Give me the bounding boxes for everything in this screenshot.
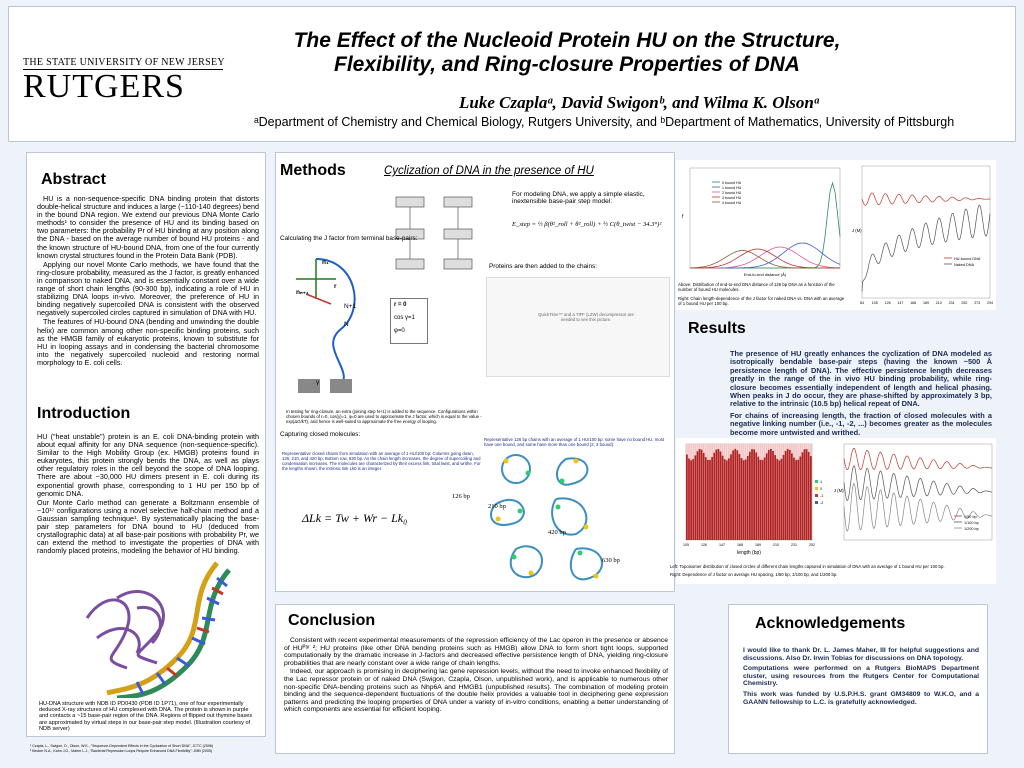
base-pair-step-diagram <box>386 189 506 279</box>
topoisomer-bar-upper <box>762 444 764 460</box>
topoisomer-bar-lower <box>764 457 766 540</box>
conclusion-paragraph: Consistent with recent experimental measurements of the repression efficiency of the Lac operon in the presence or absence of HUᴾᵃʳ ²; HU proteins (like other DNA bending proteins such as HMGB) allow DNA to form short tight loops, supported computationally by the dramatic increase in J-factors and decreased effective persistence length of DNA, yielding ring-closure probabilities that are nearly constant over a wide range of chain lengths. <box>284 637 668 667</box>
energy-equation: E_step = ½ β(θ²_roll + θ²_roll) + ½ C(θ_twist − 34.3°)² <box>512 221 662 228</box>
x-tick-label: 252 <box>809 543 815 547</box>
jlength-caption: Right: Chain length-dependence of the J factor for naked DNA vs. DNA with an average of 1 bound HU per 100 bp. <box>678 296 845 306</box>
topoisomer-bar-lower <box>791 453 793 540</box>
legend-swatch <box>815 487 818 490</box>
topoisomer-bar-lower <box>766 453 768 540</box>
legend-label: 1/200 bp <box>964 527 979 531</box>
x-tick-label: 168 <box>737 543 743 547</box>
ring-closure-diagram <box>286 249 376 419</box>
abstract-heading: Abstract <box>41 171 106 188</box>
x-tick-label: 168 <box>910 301 917 305</box>
legend-label: 1/100 bp <box>964 521 979 525</box>
x-tick-label: 189 <box>923 301 929 305</box>
topoisomer-bar-upper <box>709 444 711 460</box>
node-label-nn1: nₙ₊₁ <box>296 289 309 296</box>
topoisomer-bar-lower <box>799 456 801 540</box>
results-paragraph: For chains of increasing length, the fraction of closed molecules with a negative linking number (i.e., -1, -2, ...) becomes greater as the molecules become more untwisted and writhed. <box>730 410 992 437</box>
abstract-paragraph: Applying our novel Monte Carlo methods, we have found that the ring-closure probability, measured as the J factor, is greatly enhanced in comparison to naked DNA, and is essentially constant over a wide range of short chain lengths (90-300 bp), indicating a role of HU in stabilizing DNA loops in-vivo. Moreover, the preference of HU in binding negatively supercoiled DNA is consistent with the observed negatively supercoiled circles captured in simulation of DNA with HU. <box>37 259 259 318</box>
topoisomer-bar-lower <box>770 449 772 540</box>
topoisomer-bar-upper <box>743 444 745 460</box>
topoisomer-bar-lower <box>741 458 743 540</box>
topoisomer-bar-upper <box>726 444 728 460</box>
topoisomer-bar-upper <box>781 444 783 459</box>
topoisomer-bar-lower <box>749 452 751 540</box>
topoisomer-bar-lower <box>751 449 753 540</box>
topoisomer-bar-upper <box>749 444 751 452</box>
legend-label: Naked DNA <box>954 263 975 267</box>
topoisomer-bar-upper <box>778 444 780 460</box>
topoisomer-bar-lower <box>697 451 699 540</box>
condition-cos: cos γ=1 <box>394 315 415 321</box>
capturing-label: Capturing closed molecules: <box>280 431 361 438</box>
topoisomer-bar-upper <box>739 444 741 454</box>
topoisomer-bar-lower <box>686 455 688 540</box>
topoisomer-bar-lower <box>703 453 705 540</box>
topoisomer-bar-upper <box>774 444 776 455</box>
topoisomer-bar-upper <box>804 444 806 449</box>
topoisomer-caption: Left: Topoisomer distribution of closed circles of different chain lengths captured in simulation of DNA with an average of 1 bound HU per 100 bp. <box>670 564 945 569</box>
reference-item: ¹ Czapla, L., Swigon, D., Olson, W.K., "Sequence-Dependent Effects in the Cyclization of Short DNA", JCTC (2006) <box>30 744 214 748</box>
acknowledgement-paragraph: This work was funded by U.S.P.H.S. grant GM34809 to W.K.O, and a GAANN fellowship to L.C. is gratefully acknowledged. <box>743 690 979 706</box>
topoisomer-bar-lower <box>787 449 789 540</box>
top-right-figures <box>676 160 996 310</box>
abstract-paragraph: The features of HU-bound DNA (bending and unwinding the double helix) are common among other non-specific binding proteins, such as the HMGB family of eukaryotic proteins, known to substitute for HU in looping assays and in condensing the bacterial chromosome into the negatively supercoiled nucleoid and restoring normal morphology to E. coli cells. <box>37 317 259 367</box>
topoisomer-bar-lower <box>781 459 783 540</box>
topoisomer-bar-upper <box>789 444 791 450</box>
topoisomer-bar-upper <box>783 444 785 455</box>
topoisomer-bar-lower <box>778 460 780 540</box>
topoisomer-bar-lower <box>753 449 755 540</box>
topoisomer-bar-lower <box>804 449 806 540</box>
topoisomer-bar-lower <box>793 458 795 540</box>
acknowledgement-paragraph: Computations were performed on a Rutgers BioMAPS Department cluster, using resources from the Rutgers Center for Computational Chemistry. <box>743 665 979 688</box>
closed-molecules-figure <box>476 449 636 589</box>
poster-header <box>8 6 1016 142</box>
legend-label: 1/50 bp <box>964 515 977 519</box>
x-tick-label: 294 <box>987 301 993 305</box>
acknowledgements-heading: Acknowledgements <box>755 615 906 632</box>
topoisomer-bar-lower <box>795 460 797 540</box>
topoisomer-bar-upper <box>728 444 730 458</box>
topoisomer-bar-upper <box>776 444 778 459</box>
x-tick-label: 84 <box>860 301 864 305</box>
topoisomer-bar-lower <box>789 450 791 540</box>
poster-affiliation: ᵃDepartment of Chemistry and Chemical Biology, Rutgers University, and ᵇDepartment of Mathematics, University of Pittsburgh <box>254 115 955 129</box>
legend-swatch <box>815 480 818 483</box>
topoisomer-bar-upper <box>808 444 810 452</box>
topoisomer-bar-lower <box>728 458 730 540</box>
logo-wordmark: RUTGERS <box>23 68 185 105</box>
abstract-paragraph: HU is a non-sequence-specific DNA binding protein that distorts double-helical structure and induces a large (~110-140 degrees) bend in the bound DNA region. We extend our previous DNA Monte Carlo methods¹ to consider the presence of HU and its binding based on two parameters: the probability Pr of HU binding at any position along the DNA - based on the average number of bound HU proteins - and the known structure of HU-bound DNA, from one of the four currently known crystal structures found in the Protein Data Bank (PDB). <box>37 194 259 260</box>
x-tick-label: 189 <box>755 543 761 547</box>
topoisomer-bar-lower <box>762 460 764 540</box>
topoisomer-bar-lower <box>718 449 720 540</box>
results-body <box>730 350 992 437</box>
acknowledgements-panel <box>728 604 988 754</box>
acknowledgements-body <box>743 647 979 706</box>
topoisomer-bar-upper <box>699 444 701 449</box>
topoisomer-bar-lower <box>713 453 715 540</box>
jfactor-label: Calculating the J factor from terminal base-pairs: <box>280 235 418 242</box>
x-tick-label: 105 <box>683 543 689 547</box>
topoisomer-bar-lower <box>699 449 701 540</box>
topoisomer-bar-upper <box>730 444 732 454</box>
topoisomer-bar-upper <box>770 444 772 449</box>
introduction-paragraph: Our Monte Carlo method can generate a Boltzmann ensemble of ~10¹⁷ configurations using a novel selective half-chain method and a Gaussian sampling technique¹. By systematically placing the base-pair step parameters for DNA bound to HU (deduced from crystallographic data) at all base-pair positions with probability Pr, we can extend the method to investigate the properties of DNA with randomly placed proteins, modeling the behavior of HU binding. <box>37 497 259 556</box>
topoisomer-bar-upper <box>715 444 717 449</box>
conclusion-paragraph: Indeed, our approach is promising in deciphering lac gene repression levels, without the need to invoke enhanced flexibility of the Lac repressor protein or of naked DNA (Swigon, Czapla, Olson, unpublished work), and is applicable to numerous other non-specific DNA-bending proteins such as Nhp6A and HMGB1 (unpublished results). The combination of modeling protein binding and the sequence-dependent fluctuations of the double helix provides a valuable tool in deciphering gene expression patterns and predicting the looping properties of DNA under a variety of in-vitro conditions, enabling a better understanding of which components are essential for efficient looping. <box>284 668 668 714</box>
legend-label: 1 bound HU <box>722 186 742 190</box>
legend-swatch <box>815 494 818 497</box>
topoisomer-bar-upper <box>795 444 797 460</box>
topoisomer-bar-upper <box>785 444 787 451</box>
topoisomer-bar-upper <box>747 444 749 456</box>
topoisomer-bar-lower <box>736 450 738 540</box>
spacing-caption: Right: Dependence of J factor on average HU spacing, 1/50 bp, 1/100 bp, and 1/200 bp. <box>670 572 838 577</box>
node-label-n1: n₁ <box>322 259 329 266</box>
topoisomer-bar-upper <box>755 444 757 452</box>
topoisomer-bar-lower <box>732 450 734 540</box>
conclusion-body <box>284 637 668 715</box>
topoisomer-bar-lower <box>730 454 732 540</box>
left-column <box>26 152 266 737</box>
topoisomer-bar-lower <box>734 449 736 540</box>
topoisomer-bar-upper <box>722 444 724 456</box>
topoisomer-bar-upper <box>741 444 743 458</box>
size-label-126: 126 bp <box>452 493 470 500</box>
representative-chains-caption: Representative 126 bp chains with an average of 1 HU/100 bp: some have no bound HU, most have one bound, and some have more than one bound (2, 3 bound). <box>484 437 665 447</box>
introduction-figure-caption: HU-DNA structure with NDB ID PD0430 (PDB ID 1P71), one of four experimentally deduced X-ray structures of HU complexed with DNA. The protein is shown in purple and contacts a ~15 base-pair region of the DNA. Regions of flipped out thymine bases are approximated by virtual steps in our base-pair step model. (Illustration courtesy of NDB server) <box>39 701 253 732</box>
x-tick-label: 147 <box>719 543 725 547</box>
x-tick-label: 126 <box>884 301 891 305</box>
reference-item: ² Becker N.A., Kahn J.D., Maher L.J., "Bacterial Repression Loops Require Enhanced DNA Flexibility", JMB (2005) <box>30 748 213 753</box>
topoisomer-bar-lower <box>720 451 722 540</box>
closed-chains-caption: Representative closed chains from simulation with an average of 1 HU/100 bp: Columns going down, 126, 210, and 420 bp. Bottom row, 630 bp. As the chain length increases, the degree of supercoiling and condensation increases. The molecules are characterized by their excess link, total twist, and writhe. For the lengths shown, the intrinsic link Lk0 is an integer. <box>282 451 481 471</box>
x-tick-label: 126 <box>701 543 707 547</box>
topoisomer-bar-upper <box>692 444 694 459</box>
topoisomer-bar-lower <box>724 459 726 540</box>
protein-chains-image <box>486 277 670 377</box>
conclusion-heading: Conclusion <box>288 612 376 629</box>
topoisomer-bar-lower <box>797 460 799 540</box>
topoisomer-bar-lower <box>688 458 690 540</box>
references <box>30 744 213 753</box>
size-label-210: 210 bp <box>488 503 506 510</box>
topoisomer-bar-upper <box>736 444 738 450</box>
topoisomer-bar-upper <box>703 444 705 453</box>
legend-label: 3 bound HU <box>722 196 742 200</box>
topoisomer-bar-upper <box>799 444 801 456</box>
legend-label: HU-bound DNA <box>954 257 981 261</box>
introduction-heading: Introduction <box>37 405 131 422</box>
legend-swatch <box>815 501 818 504</box>
topoisomer-bar-lower <box>802 452 804 540</box>
node-label-r: r <box>334 283 337 290</box>
topoisomer-bar-upper <box>772 444 774 451</box>
topoisomer-bar-upper <box>697 444 699 451</box>
topoisomer-distribution-chart <box>676 438 826 558</box>
x-tick-label: 147 <box>897 301 904 305</box>
methods-subtitle: Cyclization of DNA in the presence of HU <box>384 165 594 177</box>
topoisomer-bar-lower <box>709 460 711 540</box>
size-label-630: 630 bp <box>602 557 620 564</box>
x-tick-label: 105 <box>871 301 878 305</box>
x-tick-label: 210 <box>773 543 779 547</box>
topoisomer-bar-upper <box>720 444 722 451</box>
topoisomer-bar-lower <box>692 459 694 540</box>
topoisomer-bar-lower <box>701 450 703 540</box>
ring-closure-caption: In testing for ring-closure, an extra (joining step N+1) is added to the sequence. Configurations within chosen bounds of r=0, cos(γ)=1, φ=0 are used to approximate the J factor, which is equal to the value -exp(ΔG/kT), and hence is well-suited to approximate the free energy of looping. <box>286 409 482 424</box>
poster-authors: Luke Czaplaᵃ, David Swigonᵇ, and Wilma K. Olsonᵃ <box>459 93 819 112</box>
topoisomer-bar-lower <box>776 459 778 540</box>
topoisomer-bar-upper <box>745 444 747 459</box>
model-description: For modeling DNA, we apply a simple elastic, inextensible base-pair step model: <box>512 191 645 206</box>
y-axis-label: J (M) <box>852 228 862 233</box>
j-factor-length-chart <box>848 160 996 310</box>
topoisomer-bar-upper <box>713 444 715 453</box>
distribution-caption: Above: Distribution of end-to-end DNA distance of 126 bp DNA as a function of the number of bound HU molecules. <box>678 282 835 292</box>
topoisomer-bar-upper <box>701 444 703 450</box>
topoisomer-bar-upper <box>707 444 709 460</box>
topoisomer-bar-lower <box>772 451 774 540</box>
introduction-paragraph: HU ("heat unstable") protein is an E. coli DNA-binding protein with about equal affinity for any DNA sequence (non-sequence-specific). Similar to the High Mobility Group (ex. HMGB) proteins found in eukaryotes, this protein strongly bends the DNA, as well as plays other regulatory roles in the cell beyond the scope of DNA looping. There are about ~30,000 HU dimers present in E. coli during its exponential growth phase, corresponding to 1 HU per 150 bp of genomic DNA. <box>37 432 259 498</box>
topoisomer-bar-upper <box>806 444 808 449</box>
topoisomer-bar-upper <box>760 444 762 460</box>
topoisomer-bar-lower <box>810 456 812 540</box>
topoisomer-bar-upper <box>732 444 734 450</box>
topoisomer-bar-upper <box>694 444 696 455</box>
acknowledgement-paragraph: I would like to thank Dr. L. James Maher, III for helpful suggestions and discussions. Also Dr. Irwin Tobias for discussions on DNA topology. <box>743 647 979 662</box>
topoisomer-bar-upper <box>711 444 713 457</box>
plot-area <box>844 444 992 540</box>
node-label-np1: N+1 <box>344 303 357 310</box>
topoisomer-bar-upper <box>797 444 799 460</box>
topoisomer-bar-lower <box>785 451 787 540</box>
topoisomer-bar-upper <box>787 444 789 449</box>
topoisomer-bar-upper <box>793 444 795 458</box>
x-tick-label: 231 <box>791 543 797 547</box>
topoisomer-bar-upper <box>753 444 755 449</box>
x-axis-label: length (bp) <box>737 550 761 556</box>
topoisomer-bar-upper <box>751 444 753 449</box>
x-tick-label: 252 <box>961 301 968 305</box>
hu-dna-structure-image <box>67 558 247 698</box>
poster-title: The Effect of the Nucleoid Protein HU on the Structure, Flexibility, and Ring-closure Properties of DNA <box>293 29 841 76</box>
legend-label: -2 <box>820 501 824 505</box>
legend-label: 4 bound HU <box>722 201 742 205</box>
condition-phi: φ=0 <box>394 328 405 334</box>
legend-label: 2 bound HU <box>722 191 742 195</box>
topoisomer-bar-upper <box>688 444 690 458</box>
topoisomer-bar-upper <box>686 444 688 455</box>
x-tick-label: 210 <box>935 301 942 305</box>
topoisomer-bar-lower <box>760 460 762 540</box>
legend-label: 0 <box>820 487 823 491</box>
topoisomer-bar-lower <box>743 460 745 540</box>
topoisomer-bar-lower <box>783 455 785 540</box>
legend-label: 1 <box>820 480 823 484</box>
topoisomer-bar-lower <box>745 459 747 540</box>
legend-label: -1 <box>820 494 824 498</box>
end-to-end-distance-chart <box>676 160 846 280</box>
x-tick-label: 273 <box>974 301 981 305</box>
topoisomer-bar-lower <box>806 449 808 540</box>
topoisomer-bar-lower <box>739 454 741 540</box>
topoisomer-bar-lower <box>808 452 810 540</box>
abstract-body <box>37 195 259 368</box>
topoisomer-bar-upper <box>734 444 736 449</box>
j-factor-spacing-chart <box>832 438 996 558</box>
conclusion-panel <box>275 604 675 754</box>
topoisomer-bar-upper <box>764 444 766 457</box>
closure-conditions <box>390 298 428 344</box>
topoisomer-bar-lower <box>711 457 713 540</box>
pict-placeholder-text: QuickTime™ and a TIFF (LZW) decompressor are needed to see this picture. <box>538 312 634 322</box>
results-heading: Results <box>688 320 746 337</box>
topoisomer-bar-lower <box>690 460 692 540</box>
x-axis-label: End-to-end distance (Å) <box>743 272 787 277</box>
topoisomer-bar-lower <box>715 449 717 540</box>
topoisomer-bar-lower <box>757 457 759 540</box>
topoisomer-bar-lower <box>694 455 696 540</box>
topoisomer-bar-lower <box>707 460 709 540</box>
y-axis-label: J (M) <box>834 488 844 493</box>
node-label-gamma: γ <box>316 379 320 386</box>
introduction-body <box>37 433 259 556</box>
linking-equation: ΔLk = Tw + Wr − Lk₀ <box>302 511 408 525</box>
proteins-label: Proteins are then added to the chains: <box>489 263 598 270</box>
topoisomer-bar-lower <box>768 450 770 540</box>
topoisomer-bar-upper <box>757 444 759 457</box>
topoisomer-bar-upper <box>766 444 768 453</box>
results-bottom-figures <box>670 438 996 584</box>
topoisomer-bar-lower <box>747 456 749 540</box>
logo-tagline: THE STATE UNIVERSITY OF NEW JERSEY <box>23 57 225 68</box>
y-axis-label: f <box>682 214 684 220</box>
topoisomer-bar-lower <box>774 455 776 540</box>
topoisomer-bar-upper <box>810 444 812 456</box>
size-label-420: 420 bp <box>548 529 566 536</box>
topoisomer-bar-lower <box>705 457 707 540</box>
topoisomer-bar-upper <box>724 444 726 459</box>
topoisomer-bar-upper <box>705 444 707 457</box>
topoisomer-bar-upper <box>718 444 720 449</box>
hu-protein-ribbon <box>87 591 163 668</box>
topoisomer-bar-upper <box>768 444 770 450</box>
topoisomer-bar-upper <box>791 444 793 453</box>
node-label-n: N <box>344 321 349 328</box>
topoisomer-bar-upper <box>690 444 692 460</box>
topoisomer-bar-upper <box>802 444 804 452</box>
results-paragraph: The presence of HU greatly enhances the cyclization of DNA modeled as isotropically bendable base-pair steps (having the known ~500 Å persistence length of DNA). The effective persistence length decreases greatly in the range of the in vivo HU binding probability, while ring-closure becomes essentially independent of length and helical phasing. When peaks in J do occur, they are phase-shifted by approximately 3 bp, relative to the intrinsic (10.5 bp) helical repeat of DNA. <box>730 349 992 409</box>
rutgers-logo <box>23 57 223 104</box>
legend-label: 0 bound HU <box>722 181 742 185</box>
topoisomer-bar-lower <box>722 456 724 540</box>
methods-panel <box>275 152 675 592</box>
condition-r: r = 0 <box>394 302 407 308</box>
x-tick-label: 231 <box>948 301 955 305</box>
topoisomer-bar-lower <box>755 452 757 540</box>
topoisomer-bar-lower <box>726 460 728 540</box>
methods-heading: Methods <box>280 162 346 179</box>
